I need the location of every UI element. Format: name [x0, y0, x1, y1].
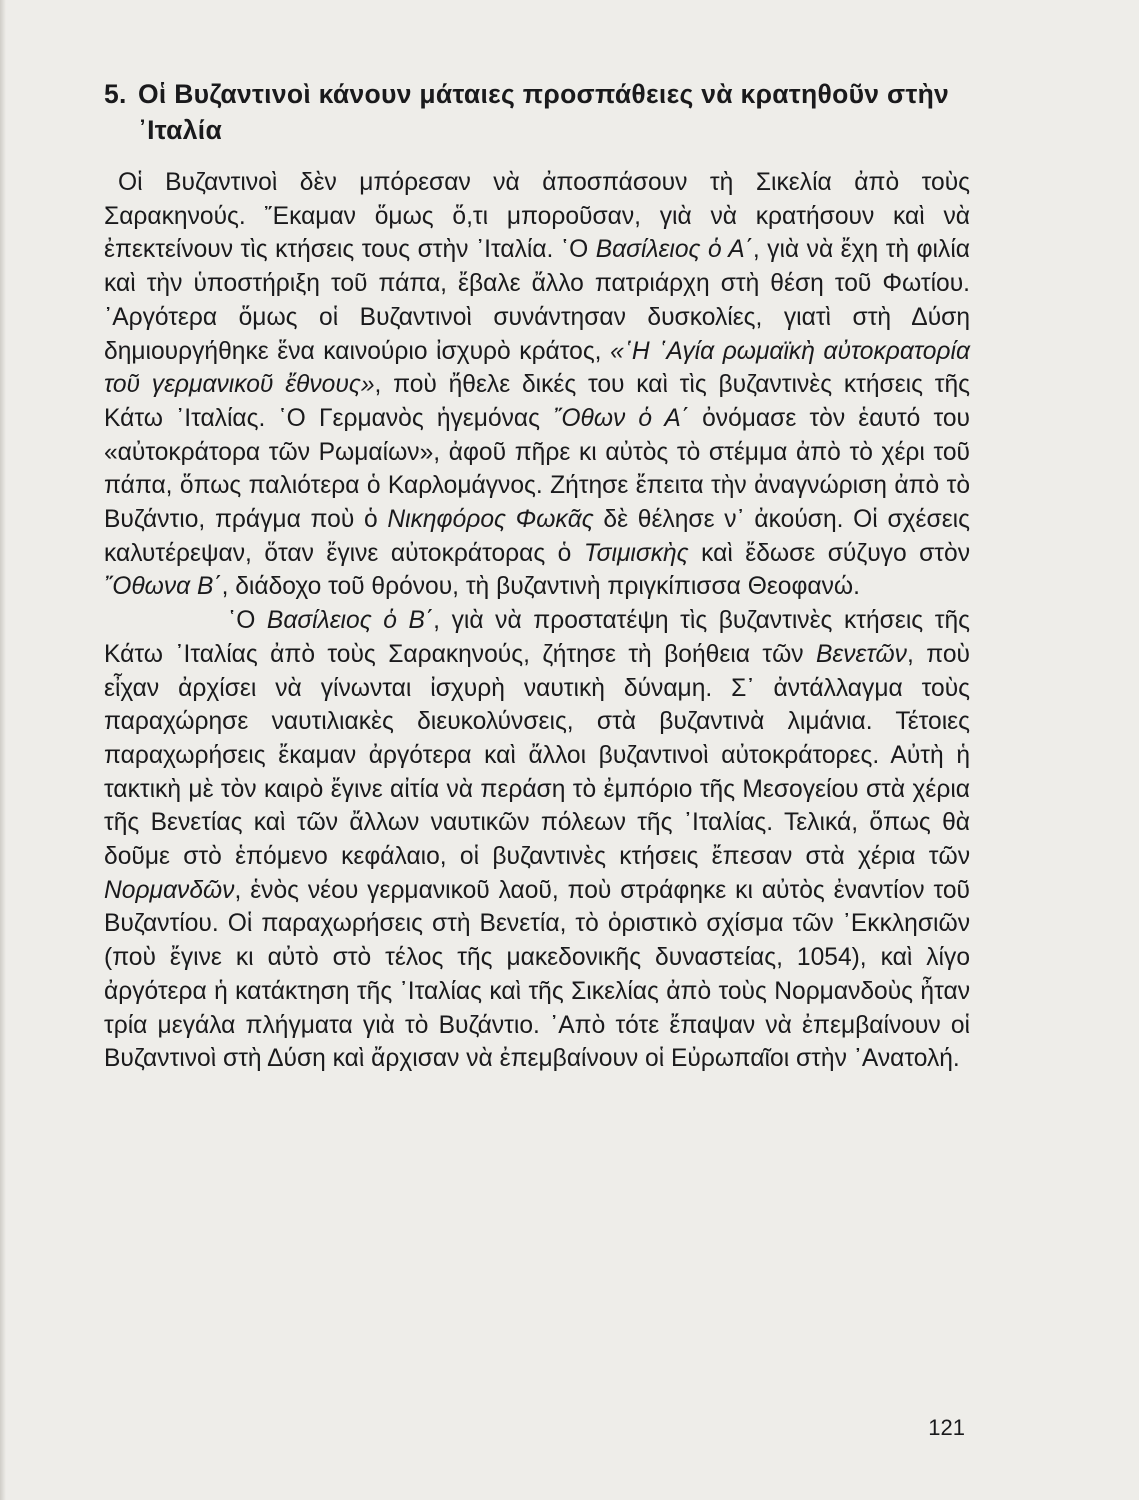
paragraph-1-segment: , γιὰ νὰ ἔχη τὴ φιλία καὶ τὴν ὑποστήριξη τοῦ πάπα, ἔβαλε ἄλλο πατριάρχη στὴ θέση τοῦ Φωτίου. ᾿Αργότερα ὅμως οἱ Βυζαντινοὶ συνάντησαν δυσκολίες, γιατὶ στὴ Δύση δημιουργήθηκε ἕνα καινούριο ἰσχυρὸ κράτος, [104, 236, 971, 365]
paragraph-2-segment-emphasis: Βασίλειος ὁ Β΄ [266, 607, 434, 635]
paragraph-2-segment-emphasis: Βενετῶν [816, 640, 907, 668]
paragraph-1-segment: καὶ ἔδωσε σύζυγο στὸν [688, 539, 970, 567]
paragraph-1 [104, 166, 970, 604]
paragraph-1-segment-emphasis: Τσιμισκὴς [583, 539, 689, 567]
paragraph-2-segment: , ποὺ εἶχαν ἀρχίσει νὰ γίνωνται ἰσχυρὴ ναυτικὴ δύναμη. Σ᾿ ἀντάλλαγμα τοὺς παραχώρησε ναυτιλιακὲς διευκολύνσεις, στὰ βυζαντινὰ λιμάνια. Τέτοιες παραχωρήσεις ἔκαμαν ἀργότερα καὶ ἄλλοι βυζαντινοὶ αὐτοκράτορες. Αὐτὴ ἡ τακτικὴ μὲ τὸν καιρὸ ἔγινε αἰτία νὰ περάση τὸ ἐμπόριο τῆς Μεσογείου στὰ χέρια τῆς Βενετίας καὶ τῶν ἄλλων ναυτικῶν πόλεων τῆς ᾿Ιταλίας. Τελικά, ὅπως θὰ δοῦμε στὸ ἑπόμενο κεφάλαιο, οἱ βυζαντινὲς κτήσεις ἔπεσαν στὰ χέρια τῶν [104, 640, 970, 871]
paragraph-1-segment-emphasis: Βασίλειος ὁ Α΄ [595, 236, 753, 264]
paragraph-1-segment: , διάδοχο τοῦ θρόνου, τὴ βυζαντινὴ πριγκίπισσα Θεοφανώ. [221, 573, 860, 601]
paragraph-2-segment: ῾Ο [228, 607, 267, 635]
paragraph-1-segment-emphasis: ῎Οθωνα Β΄ [104, 573, 222, 601]
paragraph-1-segment-emphasis: Νικηφόρος Φωκᾶς [387, 506, 594, 534]
section-number: 5. [104, 79, 127, 109]
paragraph-1-segment: Οἱ Βυζαντινοὶ δὲν μπόρεσαν νὰ ἀποσπάσουν τὴ Σικελία ἀπὸ τοὺς Σαρακηνούς. ῎Εκαμαν ὅμως ὅ,τι μποροῦσαν, γιὰ νὰ κρατήσουν καὶ νὰ ἐπεκτείνουν τὶς κτήσεις τους στὴν ᾿Ιταλία. ῾Ο [104, 169, 970, 264]
section-heading [104, 76, 970, 148]
paragraph-1-segment: ὀνόμασε τὸν ἑαυτό του «αὐτοκράτορα τῶν Ρωμαίων», ἀφοῦ πῆρε κι αὐτὸς τὸ στέμμα ἀπὸ τὸ χέρι τοῦ πάπα, ὅπως παλιότερα ὁ Καρλομάγνος. Ζήτησε ἔπειτα τὴν ἀναγνώριση ἀπὸ τὸ Βυζάντιο, πράγμα ποὺ ὁ [104, 404, 970, 534]
page-content [104, 76, 970, 1076]
paragraph-2-segment: , γιὰ νὰ προστατέψη τὶς βυζαντινὲς κτήσεις τῆς Κάτω ᾿Ιταλίας ἀπὸ τοὺς Σαρακηνούς, ζήτησε τὴ βοήθεια τῶν [104, 607, 970, 668]
paragraph-2-segment-emphasis: Νορμανδῶν [104, 876, 235, 904]
paragraph-1-segment-emphasis: ῎Οθων ὁ Α΄ [553, 404, 689, 432]
paragraph-2-segment: , ἑνὸς νέου γερμανικοῦ λαοῦ, ποὺ στράφηκε κι αὐτὸς ἐναντίον τοῦ Βυζαντίου. Οἱ παραχωρήσεις στὴ Βενετία, τὸ ὁριστικὸ σχίσμα τῶν ᾿Εκκλησιῶν (ποὺ ἔγινε κι αὐτὸ στὸ τέλος τῆς μακεδονικῆς δυναστείας, 1054), καὶ λίγο ἀργότερα ἡ κατάκτηση τῆς ᾿Ιταλίας καὶ τῆς Σικελίας ἀπὸ τοὺς Νορμανδοὺς ἦταν τρία μεγάλα πλήγματα γιὰ τὸ Βυζάντιο. ᾿Απὸ τότε ἔπαψαν νὰ ἐπεμβαίνουν οἱ Βυζαντινοὶ στὴ Δύση καὶ ἄρχισαν νὰ ἐπεμβαίνουν οἱ Εὐρωπαῖοι στὴν ᾿Ανατολή. [104, 876, 970, 1073]
section-title: Οἱ Βυζαντινοὶ κάνουν μάταιες προσπάθειες νὰ κρατηθοῦν στὴν ᾿Ιταλία [138, 79, 950, 145]
page-edge-shadow [0, 0, 6, 1500]
page-number: 121 [928, 1415, 965, 1440]
paragraph-1-segment: δὲ θέλησε ν᾿ ἀκούση. Οἱ σχέσεις καλυτέρεψαν, ὅταν ἔγινε αὐτοκράτορας ὁ [104, 506, 970, 567]
paragraph-1-segment: , ποὺ ἤθελε δικές του καὶ τὶς βυζαντινὲς κτήσεις τῆς Κάτω ᾿Ιταλίας. ῾Ο Γερμανὸς ἡγεμόνας [104, 371, 970, 432]
paragraph-1-segment-emphasis: «῾Η ῾Αγία ρωμαϊκὴ αὐτοκρατορία τοῦ γερμανικοῦ ἔθνους» [104, 337, 971, 399]
paragraph-2 [104, 604, 970, 1076]
